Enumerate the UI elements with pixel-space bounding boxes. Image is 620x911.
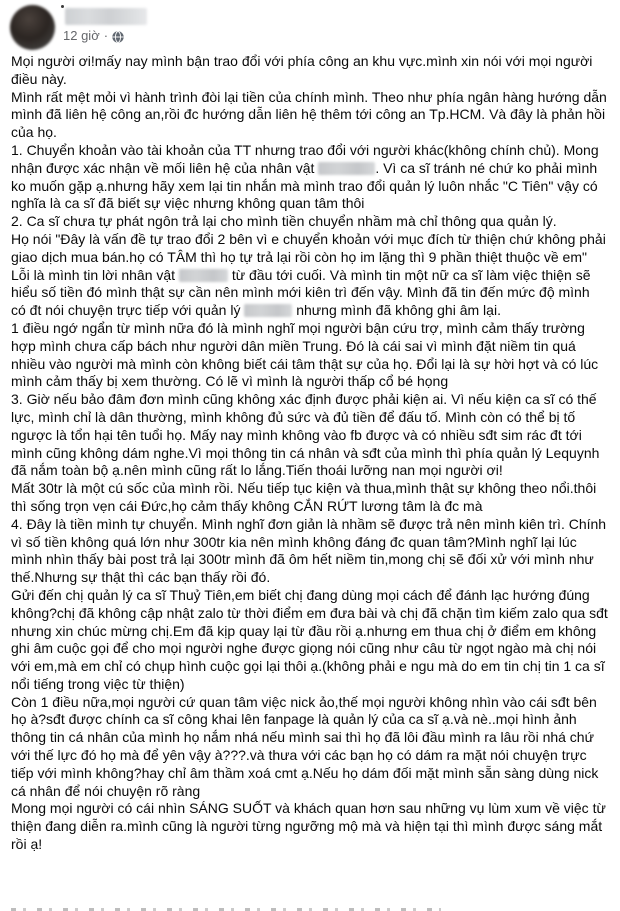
post-paragraph: 2. Ca sĩ chưa tự phát ngôn trả lại cho mình tiền chuyển nhầm mà chỉ thông qua quản lý. xyxy=(11,213,557,230)
post-paragraph: 3. Giờ nếu bảo đâm đơn mình cũng không xác định được phải kiện ai. Vì nếu kiện ca sĩ có thế lực, mình chỉ là dân thường, mình không đủ sức và đủ tiền để đấu tố. Mình còn có thể bị tố ngược là tổn hại tên tuổi họ. Mấy nay mình không vào fb được và có nhiều sđt sim rác đt tới mình cũng không dám nghe.Vì mọi thông tin cá nhân và sđt của mình thì phía quản lý Lequynh đã nắm toàn bộ ạ.nên mình cũng rất lo lắng.Tiến thoái lưỡng nan mọi người ơi! xyxy=(11,391,600,479)
redacted-name xyxy=(179,269,228,282)
post-header xyxy=(0,0,620,50)
post-paragraph: 1. Chuyển khoản vào tài khoản của TT nhưng trao đổi với người khác(không chính chủ). Mong nhận được xác nhận về mối liên hệ của nhân vật . Vì ca sĩ tránh né chứ ko phải mình ko muốn gặp ạ.nhưng hãy xem lại tin nhắn mà mình trao đổi quản lý luôn nhắc "C Tiên" vậy có nghĩa là ca sĩ đã biết sự việc nhưng không quan tâm thôi xyxy=(11,141,599,212)
redaction-artifact-dot xyxy=(61,5,64,8)
post-text xyxy=(0,50,620,854)
avatar[interactable] xyxy=(10,5,55,50)
post-meta xyxy=(63,28,147,44)
timestamp[interactable]: 12 giờ xyxy=(63,28,100,43)
post-paragraph: Mình rất mệt mỏi vì hành trình đòi lại tiền của chính mình. Theo như phía ngân hàng hướng dẫn mình đã liên hệ công an,rồi đc hướng dẫn liên hệ thêm tới công an Tp.HCM. Và đây là phản hồi của họ. xyxy=(11,88,607,141)
post-paragraph: Còn 1 điều nữa,mọi người cứ quan tâm việc nick ảo,thế mọi người không nhìn vào cái sđt bên họ à?sđt được chính ca sĩ công khai lên fanpage là quản lý của ca sĩ ạ.và nè..mọi hình ảnh thông tin cá nhân của mình họ nắm nhá nếu mình sai thì họ đã lôi đầu mình ra lâu rồi nhá chứ với thế lực đó họ mà để yên vậy à???.và thưa với các bạn họ có dám ra mặt nói chuyện trực tiếp với mình không?hay chỉ âm thầm xoá cmt ạ.Nếu họ dám đối mặt mình sẵn sàng dùng nick cá nhân để nói chuyện rõ ràng xyxy=(11,693,599,799)
post-paragraph: Mọi người ơi!mấy nay mình bận trao đổi với phía công an khu vực.mình xin nói với mọi người điều này. xyxy=(11,53,593,87)
author-name-redacted[interactable] xyxy=(65,8,147,25)
redacted-name xyxy=(318,162,375,175)
globe-icon xyxy=(112,31,124,43)
post-paragraph: Mất 30tr là một cú sốc của mình rồi. Nếu tiếp tục kiện và thua,mình thật sự không theo nổi.thôi thì sống trọn vẹn cái Đức,họ cảm thấy không CẮN RỨT lương tâm là đc mà xyxy=(11,480,597,514)
post-paragraph: Lỗi là mình tin lời nhân vật từ đầu tới cuối. Và mình tin một nữ ca sĩ làm việc thiện sẽ hiểu số tiền đó mình thật sự cần nên mình mới kiên trì đến vậy. Mình đã tin đến mức độ mình có đt nói chuyện trực tiếp với quản lý nhưng mình đã không ghi âm lại. xyxy=(11,266,591,319)
post-paragraph: Gửi đến chị quản lý ca sĩ Thuỷ Tiên,em biết chị đang dùng mọi cách để đánh lạc hướng đúng không?chị đã không cập nhật zalo từ thời điểm em đưa bài và chị đã chặn tìm kiếm zalo qua sđt nhưng xin chúc mừng chị.Em đã kịp quay lại từ đầu rồi ạ.nhưng em thua chị ở điểm em không ghi âm cuộc gọi để cho mọi người nghe được giọng nói cũng như câu từ ngọt ngào mà chị nói với em,mà em chỉ có chụp hình cuộc gọi lại thôi ạ.(không phải e ngu mà do em tin chị tin 1 ca sĩ nổi tiếng trong việc từ thiện) xyxy=(11,586,608,692)
author-block xyxy=(63,5,147,44)
post-paragraph: 1 điều ngớ ngẩn từ mình nữa đó là mình nghĩ mọi người bận cứu trợ, mình cảm thấy trường hợp mình chưa cấp bách như người dân miền Trung. Đó là cái sai vì mình đặt niềm tin quá nhiều vào người mà mình còn không biết cái tâm thật sự của họ. Đổi lại là sự hời hợt và có lúc mình cảm thấy bị xem thường. Có lẽ vì mình là người thấp cổ bé họng xyxy=(11,319,599,390)
post-paragraph: Mong mọi người có cái nhìn SÁNG SUỐT và khách quan hơn sau những vụ lùm xum về việc từ thiện đang diễn ra.mình cũng là người từng ngưỡng mộ mà và hiện tại thì mình được sáng mắt rồi ạ! xyxy=(11,800,606,853)
post-paragraph: 4. Đây là tiền mình tự chuyển. Mình nghĩ đơn giản là nhầm sẽ được trả nên mình kiên trì. Chính vì số tiền không quá lớn như 300tr kia nên mình không đáng đc quan tâm?Mình nghĩ lại lúc mình nhìn thấy bài post trả lại 300tr mình đã ôm hết niềm tin,mong chị sẽ đối xử với mình như thế.Nhưng sự thật thì các bạn thấy rồi đó. xyxy=(11,515,607,586)
redacted-name xyxy=(244,304,292,317)
meta-separator: · xyxy=(103,28,109,43)
post-paragraph: Họ nói "Đây là vấn đề tự trao đổi 2 bên vì e chuyển khoản với mục đích từ thiện chứ không phải giao dịch mua bán.họ có TÂM thì họ tự trả lại rồi còn họ im lặng thì 9 phần thiệt thuộc về em" xyxy=(11,230,606,265)
